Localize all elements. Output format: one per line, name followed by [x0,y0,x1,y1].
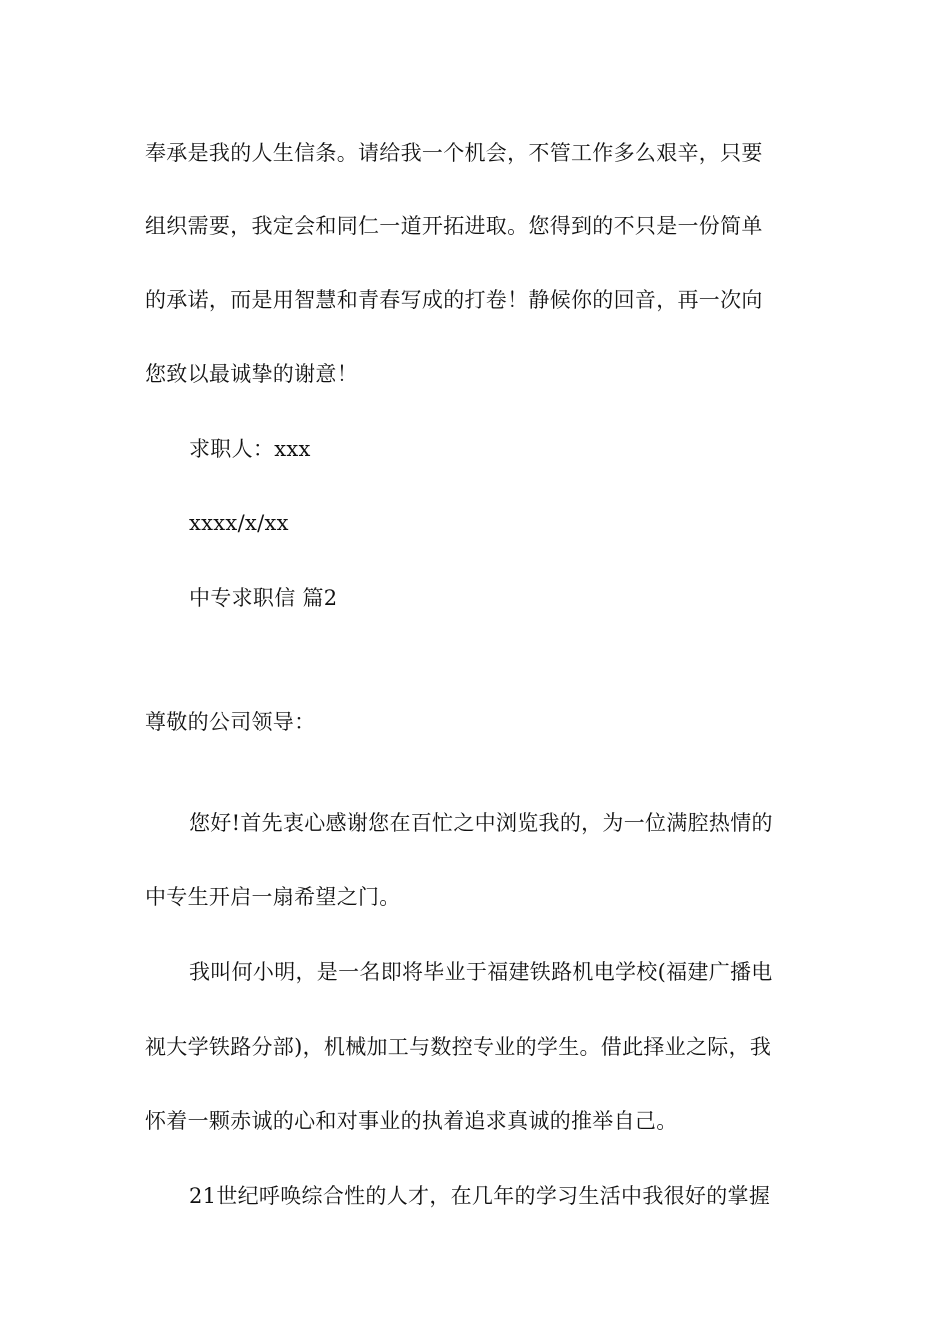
paragraph-line: 组织需要，我定会和同仁一道开拓进取。您得到的不只是一份简单 [145,214,763,238]
signature: 求职人：xxx [189,437,311,461]
paragraph-line: 我叫何小明，是一名即将毕业于福建铁路机电学校(福建广播电 [189,960,773,984]
paragraph-line: 您致以最诚挚的谢意！ [145,362,358,386]
date: xxxx/x/xx [189,511,289,535]
paragraph-line: 您好!首先衷心感谢您在百忙之中浏览我的，为一位满腔热情的 [189,811,773,835]
paragraph-line: 21世纪呼唤综合性的人才，在几年的学习生活中我很好的掌握 [189,1184,771,1208]
paragraph-line: 奉承是我的人生信条。请给我一个机会，不管工作多么艰辛，只要 [145,141,763,165]
salutation: 尊敬的公司领导： [145,710,316,734]
paragraph-line: 视大学铁路分部)，机械加工与数控专业的学生。借此择业之际，我 [145,1035,772,1059]
paragraph-line: 中专生开启一扇希望之门。 [145,885,401,909]
paragraph-line: 的承诺，而是用智慧和青春写成的打卷！静候你的回音，再一次向 [145,288,763,312]
section-title: 中专求职信 篇2 [189,586,338,610]
paragraph-line: 怀着一颗赤诚的心和对事业的执着追求真诚的推举自己。 [145,1109,678,1133]
